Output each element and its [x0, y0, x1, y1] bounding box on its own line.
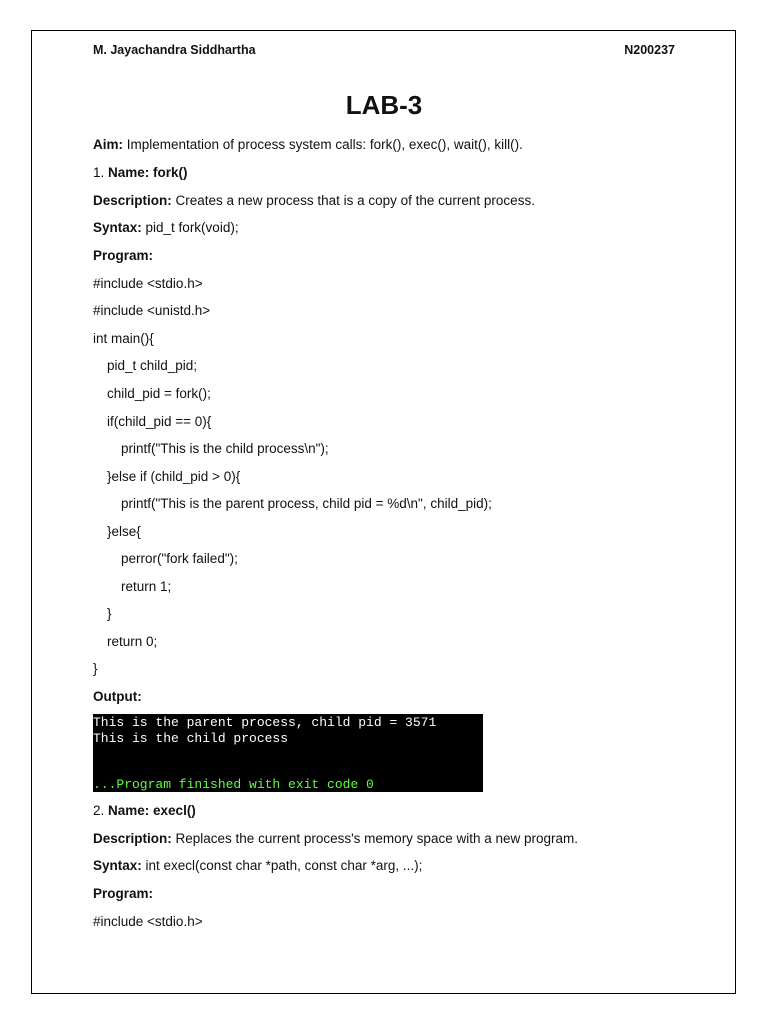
- section1-syntax: [93, 219, 239, 237]
- terminal-line: This is the child process: [93, 731, 289, 746]
- section1-output-label-text: Output:: [93, 689, 142, 704]
- section2-syntax: [93, 857, 422, 875]
- section1-number: 1.: [93, 165, 109, 180]
- aim-label: Aim:: [93, 137, 123, 152]
- section1-name-label: Name: fork(): [108, 165, 188, 180]
- section1-syntax-text: pid_t fork(void);: [141, 220, 239, 235]
- code-line: }: [93, 661, 98, 676]
- code-line: #include <unistd.h>: [93, 303, 211, 318]
- code-line: child_pid = fork();: [107, 386, 211, 401]
- code-line: }else{: [107, 524, 141, 539]
- code-line: printf("This is the parent process, child pid = %d\n", child_pid);: [121, 496, 492, 511]
- section2-description: [93, 830, 578, 848]
- code-line: int main(){: [93, 331, 154, 346]
- code-line: #include <stdio.h>: [93, 276, 203, 291]
- code-line: printf("This is the child process\n");: [121, 441, 329, 456]
- section1-name: [93, 164, 188, 182]
- aim-text: Implementation of process system calls: fork(), exec(), wait(), kill().: [123, 137, 523, 152]
- section1-description-text: Creates a new process that is a copy of the current process.: [171, 193, 535, 208]
- code-line: return 1;: [121, 579, 172, 594]
- terminal-exit-line: ...Program finished with exit code 0: [93, 777, 374, 792]
- section2-description-label: Description:: [93, 831, 172, 846]
- section2-program-label-text: Program:: [93, 886, 154, 901]
- section1-description: [93, 192, 535, 210]
- code-line: }else if (child_pid > 0){: [107, 469, 241, 484]
- code-line: if(child_pid == 0){: [107, 414, 212, 429]
- terminal-output: [93, 714, 483, 792]
- student-id: N200237: [624, 43, 675, 57]
- code-line: return 0;: [107, 634, 158, 649]
- section1-program-label-text: Program:: [93, 248, 154, 263]
- section2-name: [93, 802, 196, 820]
- aim-line: [93, 136, 523, 154]
- code-line: }: [107, 606, 112, 621]
- terminal-line: This is the parent process, child pid = 3571: [93, 715, 437, 730]
- code-line: pid_t child_pid;: [107, 358, 198, 373]
- page-header: [93, 43, 675, 57]
- section2-syntax-label: Syntax:: [93, 858, 142, 873]
- section2-syntax-text: int execl(const char *path, const char *arg, ...);: [141, 858, 423, 873]
- code-line: perror("fork failed");: [121, 551, 238, 566]
- section1-syntax-label: Syntax:: [93, 220, 142, 235]
- section1-output-label: [93, 688, 142, 706]
- section2-name-label: Name: execl(): [108, 803, 196, 818]
- author-name: M. Jayachandra Siddhartha: [93, 43, 256, 57]
- section2-description-text: Replaces the current process's memory space with a new program.: [171, 831, 579, 846]
- section1-program-label: [93, 247, 153, 265]
- code-line: #include <stdio.h>: [93, 914, 203, 929]
- section2-program-label: [93, 885, 153, 903]
- section2-number: 2.: [93, 803, 109, 818]
- page-title: LAB-3: [345, 90, 423, 120]
- section1-description-label: Description:: [93, 193, 172, 208]
